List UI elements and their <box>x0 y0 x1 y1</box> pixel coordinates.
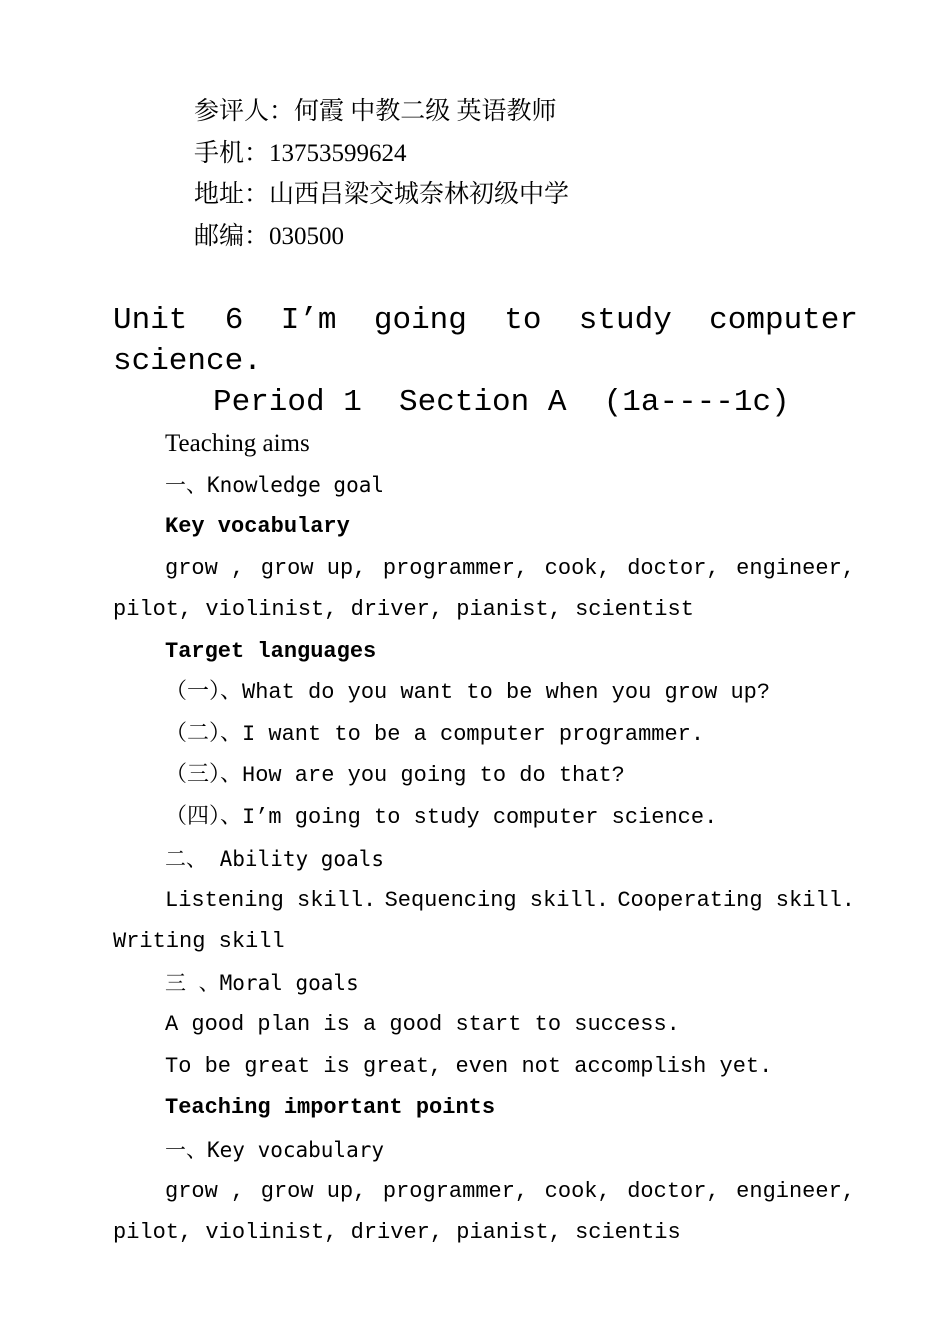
skills-line1 <box>165 890 855 912</box>
vocab-word: programmer, <box>382 1179 529 1204</box>
address-line: 地址：山西吕梁交城奈林初级中学 <box>194 181 570 208</box>
title-word: study <box>578 303 672 338</box>
target-language-2: （二）、I want to be a computer programmer. <box>165 722 705 747</box>
target-languages-heading: Target languages <box>165 639 377 664</box>
vocab-word: cook, <box>544 1179 611 1204</box>
skill-item: Cooperating skill. <box>617 888 855 913</box>
important-points-heading: Teaching important points <box>165 1095 496 1120</box>
moral-goal-2: To be great is great, even not accomplish yet. <box>165 1054 773 1079</box>
vocabulary2-line1 <box>165 1181 855 1203</box>
vocab-word: grow up, <box>260 1179 367 1204</box>
skills-line2: Writing skill <box>113 929 285 954</box>
phone-line: 手机：13753599624 <box>194 140 407 167</box>
title-word: Unit <box>113 303 188 338</box>
unit-title-line1 <box>113 305 858 336</box>
vocab-word: cook, <box>544 556 611 581</box>
vocabulary-line1 <box>165 558 855 580</box>
moral-goal-1: A good plan is a good start to success. <box>165 1012 680 1037</box>
target-language-3: （三）、How are you going to do that? <box>165 763 625 788</box>
title-word: I’m <box>280 303 337 338</box>
vocab-word: doctor, <box>627 1179 720 1204</box>
target-language-1: （一）、What do you want to be when you grow up? <box>165 680 771 705</box>
reviewer-line: 参评人：何霞 中教二级 英语教师 <box>194 98 557 125</box>
vocab-word: engineer, <box>736 1179 855 1204</box>
key-vocabulary-heading: Key vocabulary <box>165 514 350 539</box>
vocab-word: programmer, <box>382 556 529 581</box>
teaching-aims-heading: Teaching aims <box>165 430 310 457</box>
vocab-word: engineer, <box>736 556 855 581</box>
vocabulary-line2: pilot, violinist, driver, pianist, scientist <box>113 597 694 622</box>
vocab-word: grow up, <box>260 556 367 581</box>
postcode-line: 邮编：030500 <box>194 223 345 250</box>
title-word: going <box>373 303 467 338</box>
period-title: Period 1 Section A (1a----1c) <box>213 385 790 420</box>
target-language-4: （四）、I’m going to study computer science. <box>165 805 718 830</box>
title-word: computer <box>709 303 858 338</box>
skill-item: Sequencing skill. <box>384 888 610 913</box>
vocab-word: grow , <box>165 556 245 581</box>
vocabulary2-line2: pilot, violinist, driver, pianist, scientis <box>113 1220 681 1245</box>
unit-title-line2: science. <box>113 344 262 379</box>
vocab-word: doctor, <box>627 556 720 581</box>
moral-goals-heading: 三 、Moral goals <box>165 971 359 995</box>
title-word: 6 <box>224 303 244 338</box>
ability-goals-heading: 二、 Ability goals <box>165 847 385 871</box>
key-vocabulary-subheading: 一、Key vocabulary <box>165 1138 385 1162</box>
skill-item: Listening skill. <box>165 888 377 913</box>
vocab-word: grow , <box>165 1179 245 1204</box>
knowledge-goal-heading: 一、Knowledge goal <box>165 473 385 497</box>
title-word: to <box>504 303 542 338</box>
